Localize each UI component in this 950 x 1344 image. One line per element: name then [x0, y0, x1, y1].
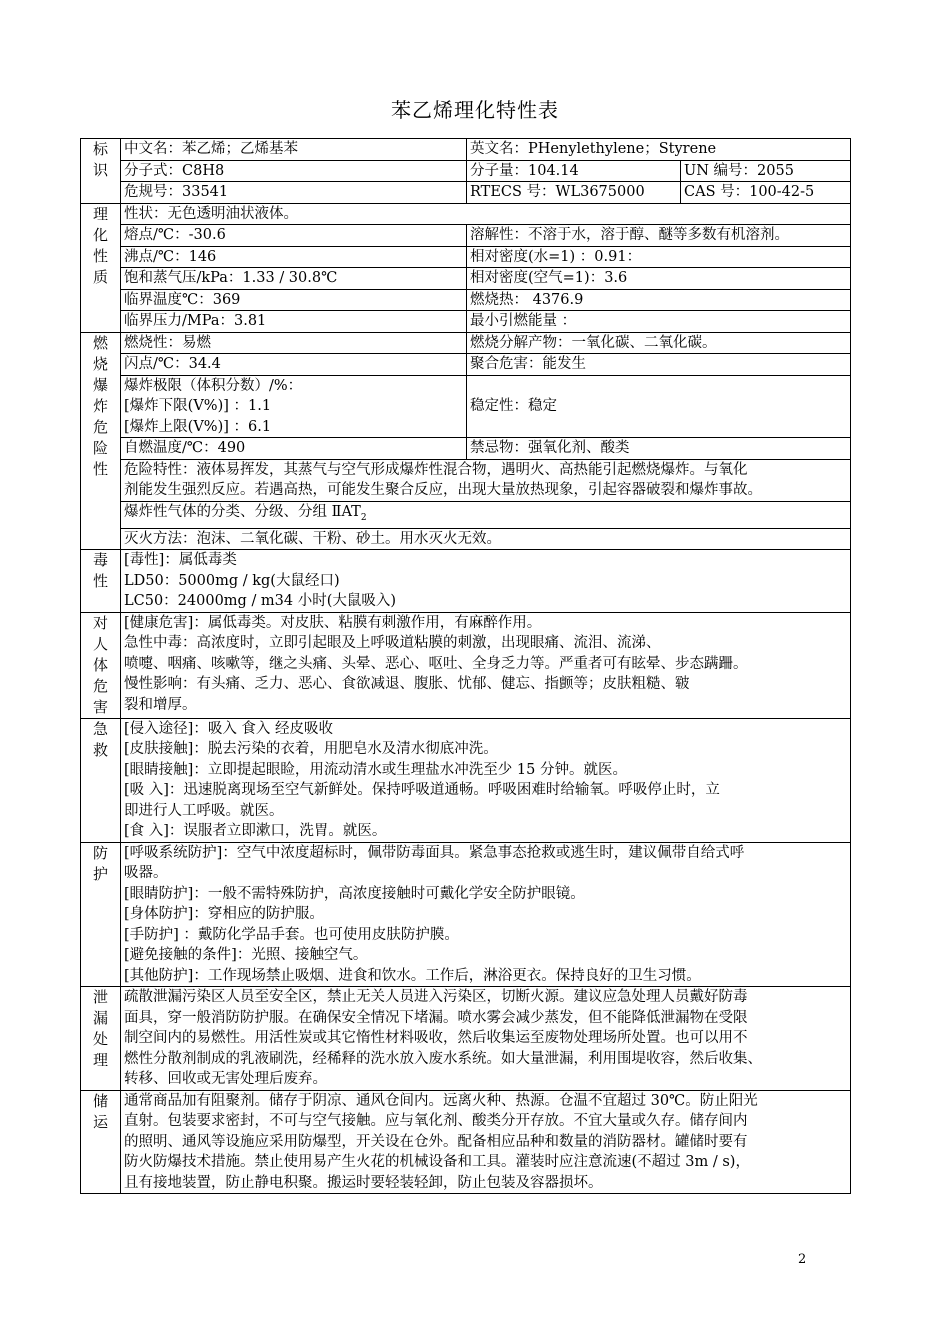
rel-density-air: 相对密度(空气=1)：3.6 [467, 268, 851, 290]
leak-text: 疏散泄漏污染区人员至安全区，禁止无关人员进入污染区，切断火源。建议应急处理人员戴好防毒 面具，穿一般消防防护服。在确保安全情况下堵漏。喷水雾会减少蒸发，但不能降低泄漏物在受限 制空间内的易燃性。用活性炭或其它惰性材料吸收，然后收集运至废物处理场所处置。也可以用不 燃性分散剂制成的乳液刷洗，经稀释的洗水放入废水系统。如大量泄漏，利用围堤收容，然后收集、 转移、回收或无害处理后废弃。 [121, 987, 851, 1091]
table-row [81, 1090, 851, 1194]
cn-name: 中文名：苯乙烯；乙烯基苯 [121, 139, 467, 161]
toxicity-text: [毒性]：属低毒类 LD50：5000mg / kg(大鼠经口) LC50：24000mg / m34 小时(大鼠吸入) [121, 550, 851, 613]
category-storage: 储 运 [81, 1090, 121, 1194]
heat-combustion: 燃烧热： 4376.9 [467, 289, 851, 311]
stability: 稳定性：稳定 [467, 375, 851, 438]
first-aid-text: [侵入途径]：吸入 食入 经皮吸收 [皮肤接触]：脱去污染的衣着，用肥皂水及清水彻底冲洗。 [眼睛接触]：立即提起眼睑，用流动清水或生理盐水冲洗至少 15 分钟。就医。 [吸 入]：迅速脱离现场至空气新鲜处。保持呼吸道通畅。呼吸困难时给输氧。呼吸停止时，立 即进行人工呼吸。就医。 [食 入]：误服者立即漱口，洗胃。就医。 [121, 718, 851, 842]
category-health: 对 人 体 危 害 [81, 612, 121, 718]
page-number: 2 [798, 1252, 807, 1267]
table-row [81, 332, 851, 354]
table-row [81, 311, 851, 333]
flammability: 燃烧性：易燃 [121, 332, 467, 354]
hazard-text: 危险特性：液体易挥发，其蒸气与空气形成爆炸性混合物，遇明火、高热能引起燃烧爆炸。与氧化 剂能发生强烈反应。若遇高热，可能发生聚合反应，出现大量放热现象，引起容器破裂和爆炸事故。 [121, 459, 851, 501]
storage-text: 通常商品加有阻聚剂。储存于阴凉、通风仓间内。远离火种、热源。仓温不宜超过 30℃。防止阳光 直射。包装要求密封，不可与空气接触。应与氧化剂、酸类分开存放。不宜大量或久存。储存间内 的照明、通风等设施应采用防爆型，开关设在仓外。配备相应品种和数量的消防器材。罐储时要有 防火防爆技术措施。禁止使用易产生火花的机械设备和工具。灌装时应注意流速(不超过 3m / s)， 且有接地装置，防止静电积聚。搬运时要轻装轻卸，防止包装及容器损坏。 [121, 1090, 851, 1194]
table-row [81, 718, 851, 842]
table-row [81, 225, 851, 247]
category-physical: 理 化 性 质 [81, 203, 121, 332]
min-ignition: 最小引燃能量 ： [467, 311, 851, 333]
table-row [81, 612, 851, 718]
table-row [81, 268, 851, 290]
autoignition: 自燃温度/℃：490 [121, 438, 467, 460]
explosive-class: 爆炸性气体的分类、分级、分组 $ⅡAT_2$ [121, 501, 851, 528]
formula: 分子式：C8H8 [121, 160, 467, 182]
table-row [81, 501, 851, 528]
table-row [81, 459, 851, 501]
flash-point: 闪点/℃：34.4 [121, 354, 467, 376]
category-protection: 防 护 [81, 842, 121, 987]
hazard-no: 危规号：33541 [121, 182, 467, 204]
boiling-point: 沸点/℃：146 [121, 246, 467, 268]
health-text: [健康危害]：属低毒类。对皮肤、粘膜有刺激作用，有麻醉作用。 急性中毒：高浓度时，立即引起眼及上呼吸道粘膜的刺激，出现眼痛、流泪、流涕、 喷嚏、咽痛、咳嗽等，继之头痛、头晕、恶心、呕吐、全身乏力等。严重者可有眩晕、步态蹒跚。 慢性影响：有头痛、乏力、恶心、食欲减退、腹胀、忧郁、健忘、指颤等；皮肤粗糙、皲 裂和增厚。 [121, 612, 851, 718]
table-row [81, 438, 851, 460]
category-first-aid: 急 救 [81, 718, 121, 842]
vapor-pressure: 饱和蒸气压/kPa：1.33 / 30.8℃ [121, 268, 467, 290]
table-row [81, 987, 851, 1091]
table-row [81, 550, 851, 613]
cas-no: CAS 号：100-42-5 [681, 182, 851, 204]
mol-weight: 分子量：104.14 [467, 160, 681, 182]
decomposition: 燃烧分解产物：一氧化碳、二氧化碳。 [467, 332, 851, 354]
table-row [81, 139, 851, 161]
table-row [81, 182, 851, 204]
table-row [81, 842, 851, 987]
category-leak: 泄 漏 处 理 [81, 987, 121, 1091]
table-row [81, 528, 851, 550]
table-row [81, 160, 851, 182]
en-name: 英文名：PHenylethylene；Styrene [467, 139, 851, 161]
incompatible: 禁忌物：强氧化剂、酸类 [467, 438, 851, 460]
critical-pressure: 临界压力/MPa：3.81 [121, 311, 467, 333]
page-title: 苯乙烯理化特性表 [391, 98, 559, 122]
property-table [80, 138, 851, 1194]
category-toxicity: 毒 性 [81, 550, 121, 613]
explosion-limits: 爆炸极限（体积分数）/%： [爆炸下限(V%)] ：1.1 [爆炸上限(V%)] ：6.1 [121, 375, 467, 438]
polymerization: 聚合危害：能发生 [467, 354, 851, 376]
appearance: 性状：无色透明油状液体。 [121, 203, 851, 225]
protection-text: [呼吸系统防护]：空气中浓度超标时，佩带防毒面具。紧急事态抢救或逃生时，建议佩带自给式呼 吸器。 [眼睛防护]：一般不需特殊防护，高浓度接触时可戴化学安全防护眼镜。 [身体防护]：穿相应的防护服。 [手防护] ：戴防化学品手套。也可使用皮肤防护膜。 [避免接触的条件]：光照、接触空气。 [其他防护]：工作现场禁止吸烟、进食和饮水。工作后，淋浴更衣。保持良好的卫生习惯。 [121, 842, 851, 987]
table-row [81, 246, 851, 268]
table-row [81, 354, 851, 376]
solubility: 溶解性：不溶于水，溶于醇、醚等多数有机溶剂。 [467, 225, 851, 247]
table-row [81, 203, 851, 225]
critical-temp: 临界温度℃：369 [121, 289, 467, 311]
category-identification: 标 识 [81, 139, 121, 204]
category-fire: 燃 烧 爆 炸 危 险 性 [81, 332, 121, 550]
table-row [81, 289, 851, 311]
un-number: UN 编号：2055 [681, 160, 851, 182]
rel-density-water: 相对密度(水=1) ：0.91： [467, 246, 851, 268]
table-row [81, 375, 851, 438]
explosive-class-subscript: 2 [360, 512, 367, 523]
extinguishing: 灭火方法：泡沫、二氧化碳、干粉、砂土。用水灭火无效。 [121, 528, 851, 550]
melting-point: 熔点/℃：-30.6 [121, 225, 467, 247]
rtecs-no: RTECS 号：WL3675000 [467, 182, 681, 204]
